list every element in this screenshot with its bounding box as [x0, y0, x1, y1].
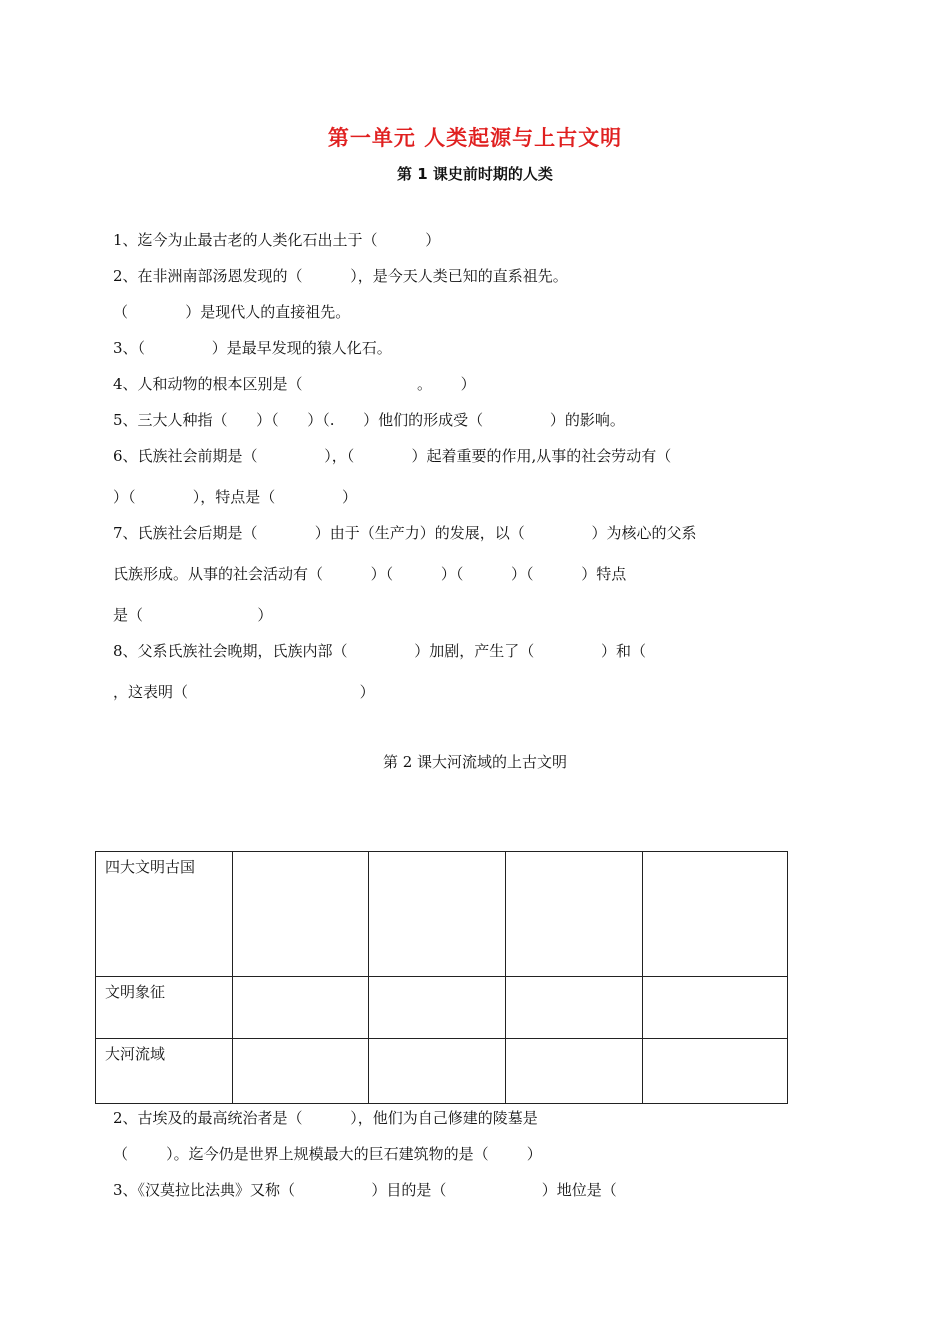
- row-header-symbols: 文明象征: [105, 983, 166, 1001]
- table-cell[interactable]: [643, 1039, 788, 1104]
- question-8: 8、父系氏族社会晚期，氏族内部（ ）加剧，产生了（ ）和（: [113, 642, 647, 660]
- question-6-continued: ）（ ），特点是（ ）: [113, 488, 357, 506]
- civilization-table: [95, 851, 788, 1104]
- question-8-continued: ，这表明（ ）: [113, 683, 375, 701]
- table-row: [96, 977, 788, 1039]
- table-row-header: [96, 977, 233, 1039]
- l2-question-2: 2、古埃及的最高统治者是（ ），他们为自己修建的陵墓是: [113, 1109, 538, 1127]
- question-7-end: 是（ ）: [113, 606, 273, 624]
- l2-question-2-continued: （ ）。迄今仍是世界上规模最大的巨石建筑物的是（ ）: [113, 1145, 542, 1163]
- table-cell[interactable]: [369, 1039, 506, 1104]
- lesson1-title: 第 1 课史前时期的人类: [397, 165, 553, 183]
- question-1: 1、迄今为止最古老的人类化石出土于（ ）: [113, 231, 441, 249]
- question-5: 5、三大人种指（ ）（ ）（. ）他们的形成受（ ）的影响。: [113, 411, 625, 429]
- question-7: 7、氏族社会后期是（ ）由于（生产力）的发展，以（ ）为核心的父系: [113, 524, 697, 542]
- table-row-header: [96, 1039, 233, 1104]
- table-cell[interactable]: [643, 977, 788, 1039]
- question-4: 4、人和动物的根本区别是（ 。 ）: [113, 375, 476, 393]
- question-7-continued: 氏族形成。从事的社会活动有（ ）（ ）（ ）（ ）特点: [113, 565, 627, 583]
- table-cell[interactable]: [233, 1039, 369, 1104]
- unit-title: 第一单元 人类起源与上古文明: [327, 126, 623, 150]
- l2-question-3: 3、《汉莫拉比法典》又称（ ）目的是（ ）地位是（: [113, 1181, 617, 1199]
- question-3: 3、（ ）是最早发现的猿人化石。: [113, 339, 392, 357]
- table-cell[interactable]: [506, 977, 643, 1039]
- row-header-civilizations: 四大文明古国: [105, 858, 196, 876]
- table-cell[interactable]: [233, 852, 369, 977]
- table-cell[interactable]: [233, 977, 369, 1039]
- question-2: 2、在非洲南部汤恩发现的（ ），是今天人类已知的直系祖先。: [113, 267, 568, 285]
- table-row: [96, 1039, 788, 1104]
- question-2-continued: （ ）是现代人的直接祖先。: [113, 303, 351, 321]
- question-6: 6、氏族社会前期是（ ），（ ）起着重要的作用,从事的社会劳动有（: [113, 447, 672, 465]
- table-cell[interactable]: [643, 852, 788, 977]
- table-cell[interactable]: [369, 977, 506, 1039]
- lesson2-title: 第 2 课大河流域的上古文明: [382, 753, 568, 771]
- table-row-header: [96, 852, 233, 977]
- row-header-rivers: 大河流域: [105, 1045, 166, 1063]
- table-row: [96, 852, 788, 977]
- table-cell[interactable]: [506, 852, 643, 977]
- table-cell[interactable]: [506, 1039, 643, 1104]
- table-cell[interactable]: [369, 852, 506, 977]
